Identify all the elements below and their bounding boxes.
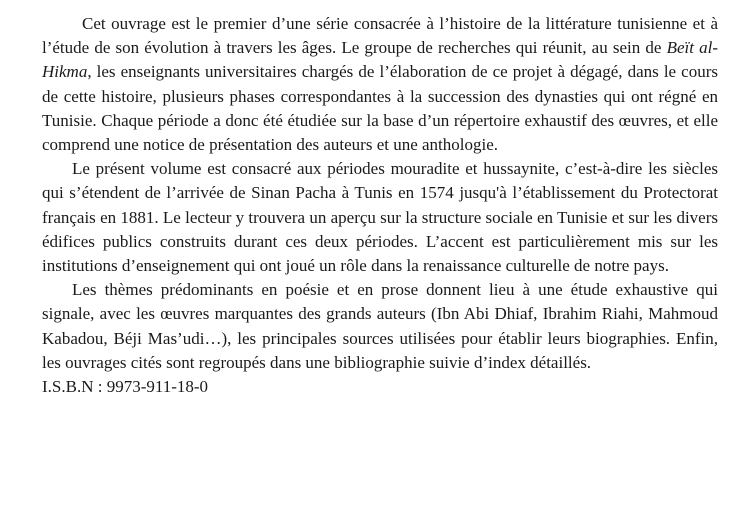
institution-name: Beït al-Hikma xyxy=(42,38,718,82)
paragraph-intro-text-start: Cet ouvrage est le premier d’une série consacrée à l’histoire de la littérature tunisienne et à l’étude de son évolution à travers les âges. Le groupe de recherches qui réunit, au sein de xyxy=(42,14,718,58)
paragraph-intro xyxy=(42,12,718,157)
paragraph-themes: Les thèmes prédominants en poésie et en prose donnent lieu à une étude exhaustive qui signale, avec les œuvres marquantes des grands auteurs (Ibn Abi Dhiaf, Ibrahim Riahi, Mahmoud Kabadou, Béji Mas’udi…), les principales sources utilisées pour établir leurs biographies. Enfin, les ouvrages cités sont regroupés dans une bibliographie suivie d’index détaillés. xyxy=(42,280,718,372)
document-page xyxy=(42,12,718,399)
paragraph-volume: Le présent volume est consacré aux périodes mouradite et hussaynite, c’est-à-dire les siècles qui s’étendent de l’arrivée de Sinan Pacha à Tunis en 1574 jusqu'à l’établissement du Protectorat français en 1881. Le lecteur y trouvera un aperçu sur la structure sociale en Tunisie et sur les divers édifices publics construits durant ces deux périodes. L’accent est particulièrement mis sur les institutions d’enseignement qui ont joué un rôle dans la renaissance culturelle de notre pays. xyxy=(42,159,718,276)
paragraph-intro-text-end: , les enseignants universitaires chargés de l’élaboration de ce projet à dégagé, dans le cours de cette histoire, plusieurs phases correspondantes à la succession des dynasties qui ont régné en Tunisie. Chaque période a donc été étudiée sur la base d’un répertoire exhaustif des œuvres, et elle comprend une notice de présentation des auteurs et une anthologie. xyxy=(42,62,718,155)
isbn-line: I.S.B.N : 9973-911-18-0 xyxy=(42,377,209,397)
